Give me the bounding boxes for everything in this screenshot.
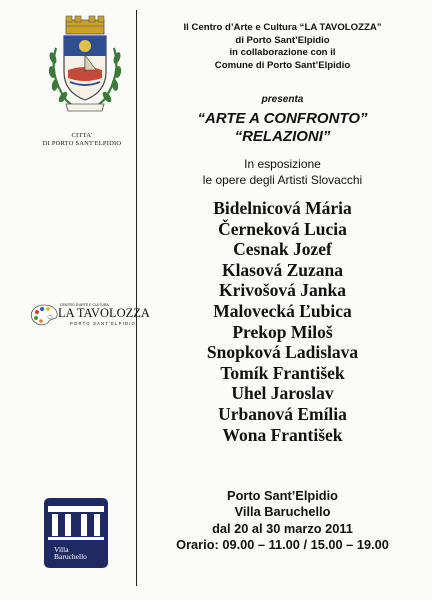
artist-name: Krivošová Janka	[219, 280, 346, 301]
artist-name: Tomík František	[220, 362, 345, 383]
venue-block	[137, 488, 428, 554]
venue-hours: Orario: 09.00 – 11.00 / 15.00 – 19.00	[176, 537, 389, 553]
la-tavolozza-name: LA TAVOLOZZA	[58, 306, 150, 320]
organizer-line3: in collaborazione con il	[229, 47, 336, 59]
presenta-label: presenta	[261, 94, 304, 105]
city-caption-line2: DI PORTO SANT'ELPIDIO	[42, 140, 122, 147]
villa-logo-line2: Baruchello	[54, 552, 87, 561]
organizer-line1: Il Centro d’Arte e Cultura “LA TAVOLOZZA”	[183, 22, 382, 33]
exhibition-title	[137, 110, 428, 146]
la-tavolozza-subtitle: PORTO SANT'ELPIDIO	[70, 321, 136, 326]
artist-name: Prekop Miloš	[232, 321, 333, 342]
artist-name: Černeková Lucia	[218, 218, 347, 239]
city-caption	[30, 132, 134, 148]
venue-dates: dal 20 al 30 marzo 2011	[212, 520, 353, 536]
title-line1: “ARTE A CONFRONTO”	[197, 110, 368, 127]
coat-of-arms-icon	[44, 14, 126, 118]
venue-town: Porto Sant’Elpidio	[227, 488, 338, 503]
organizer-line4: Comune di Porto Sant’Elpidio	[214, 59, 351, 71]
title-line2: “RELAZIONI”	[234, 128, 331, 145]
artist-list	[137, 198, 428, 445]
la-tavolozza-small-text: CENTRO D'ARTE E CULTURA	[60, 303, 109, 307]
exhibition-line1: In esposizione	[244, 157, 321, 171]
villa-logo-line1: Villa	[54, 545, 69, 554]
villa-logo-text	[54, 546, 87, 560]
artist-name: Klasová Zuzana	[221, 259, 344, 280]
artist-name: Wona František	[222, 424, 343, 445]
organizer-line2: di Porto Sant’Elpidio	[235, 34, 330, 46]
la-tavolozza-logo	[30, 300, 150, 330]
artist-name: Cesnak Jozef	[233, 239, 332, 260]
venue-place: Villa Baruchello	[234, 504, 331, 520]
exhibition-line2: le opere degli Artisti Slovacchi	[202, 173, 363, 187]
artist-name: Uhel Jaroslav	[231, 383, 334, 404]
villa-baruchello-logo	[44, 498, 108, 568]
palette-icon	[30, 304, 58, 326]
artist-name: Urbanová Emília	[218, 403, 347, 424]
city-caption-line1: CITTA'	[71, 132, 93, 139]
artist-name: Snopková Ladislava	[206, 342, 359, 363]
organizer-block	[137, 22, 428, 72]
exhibition-intro	[137, 156, 428, 188]
artist-name: Malovecká Ľubica	[213, 300, 352, 321]
artist-name: Bidelnicová Mária	[213, 198, 352, 218]
